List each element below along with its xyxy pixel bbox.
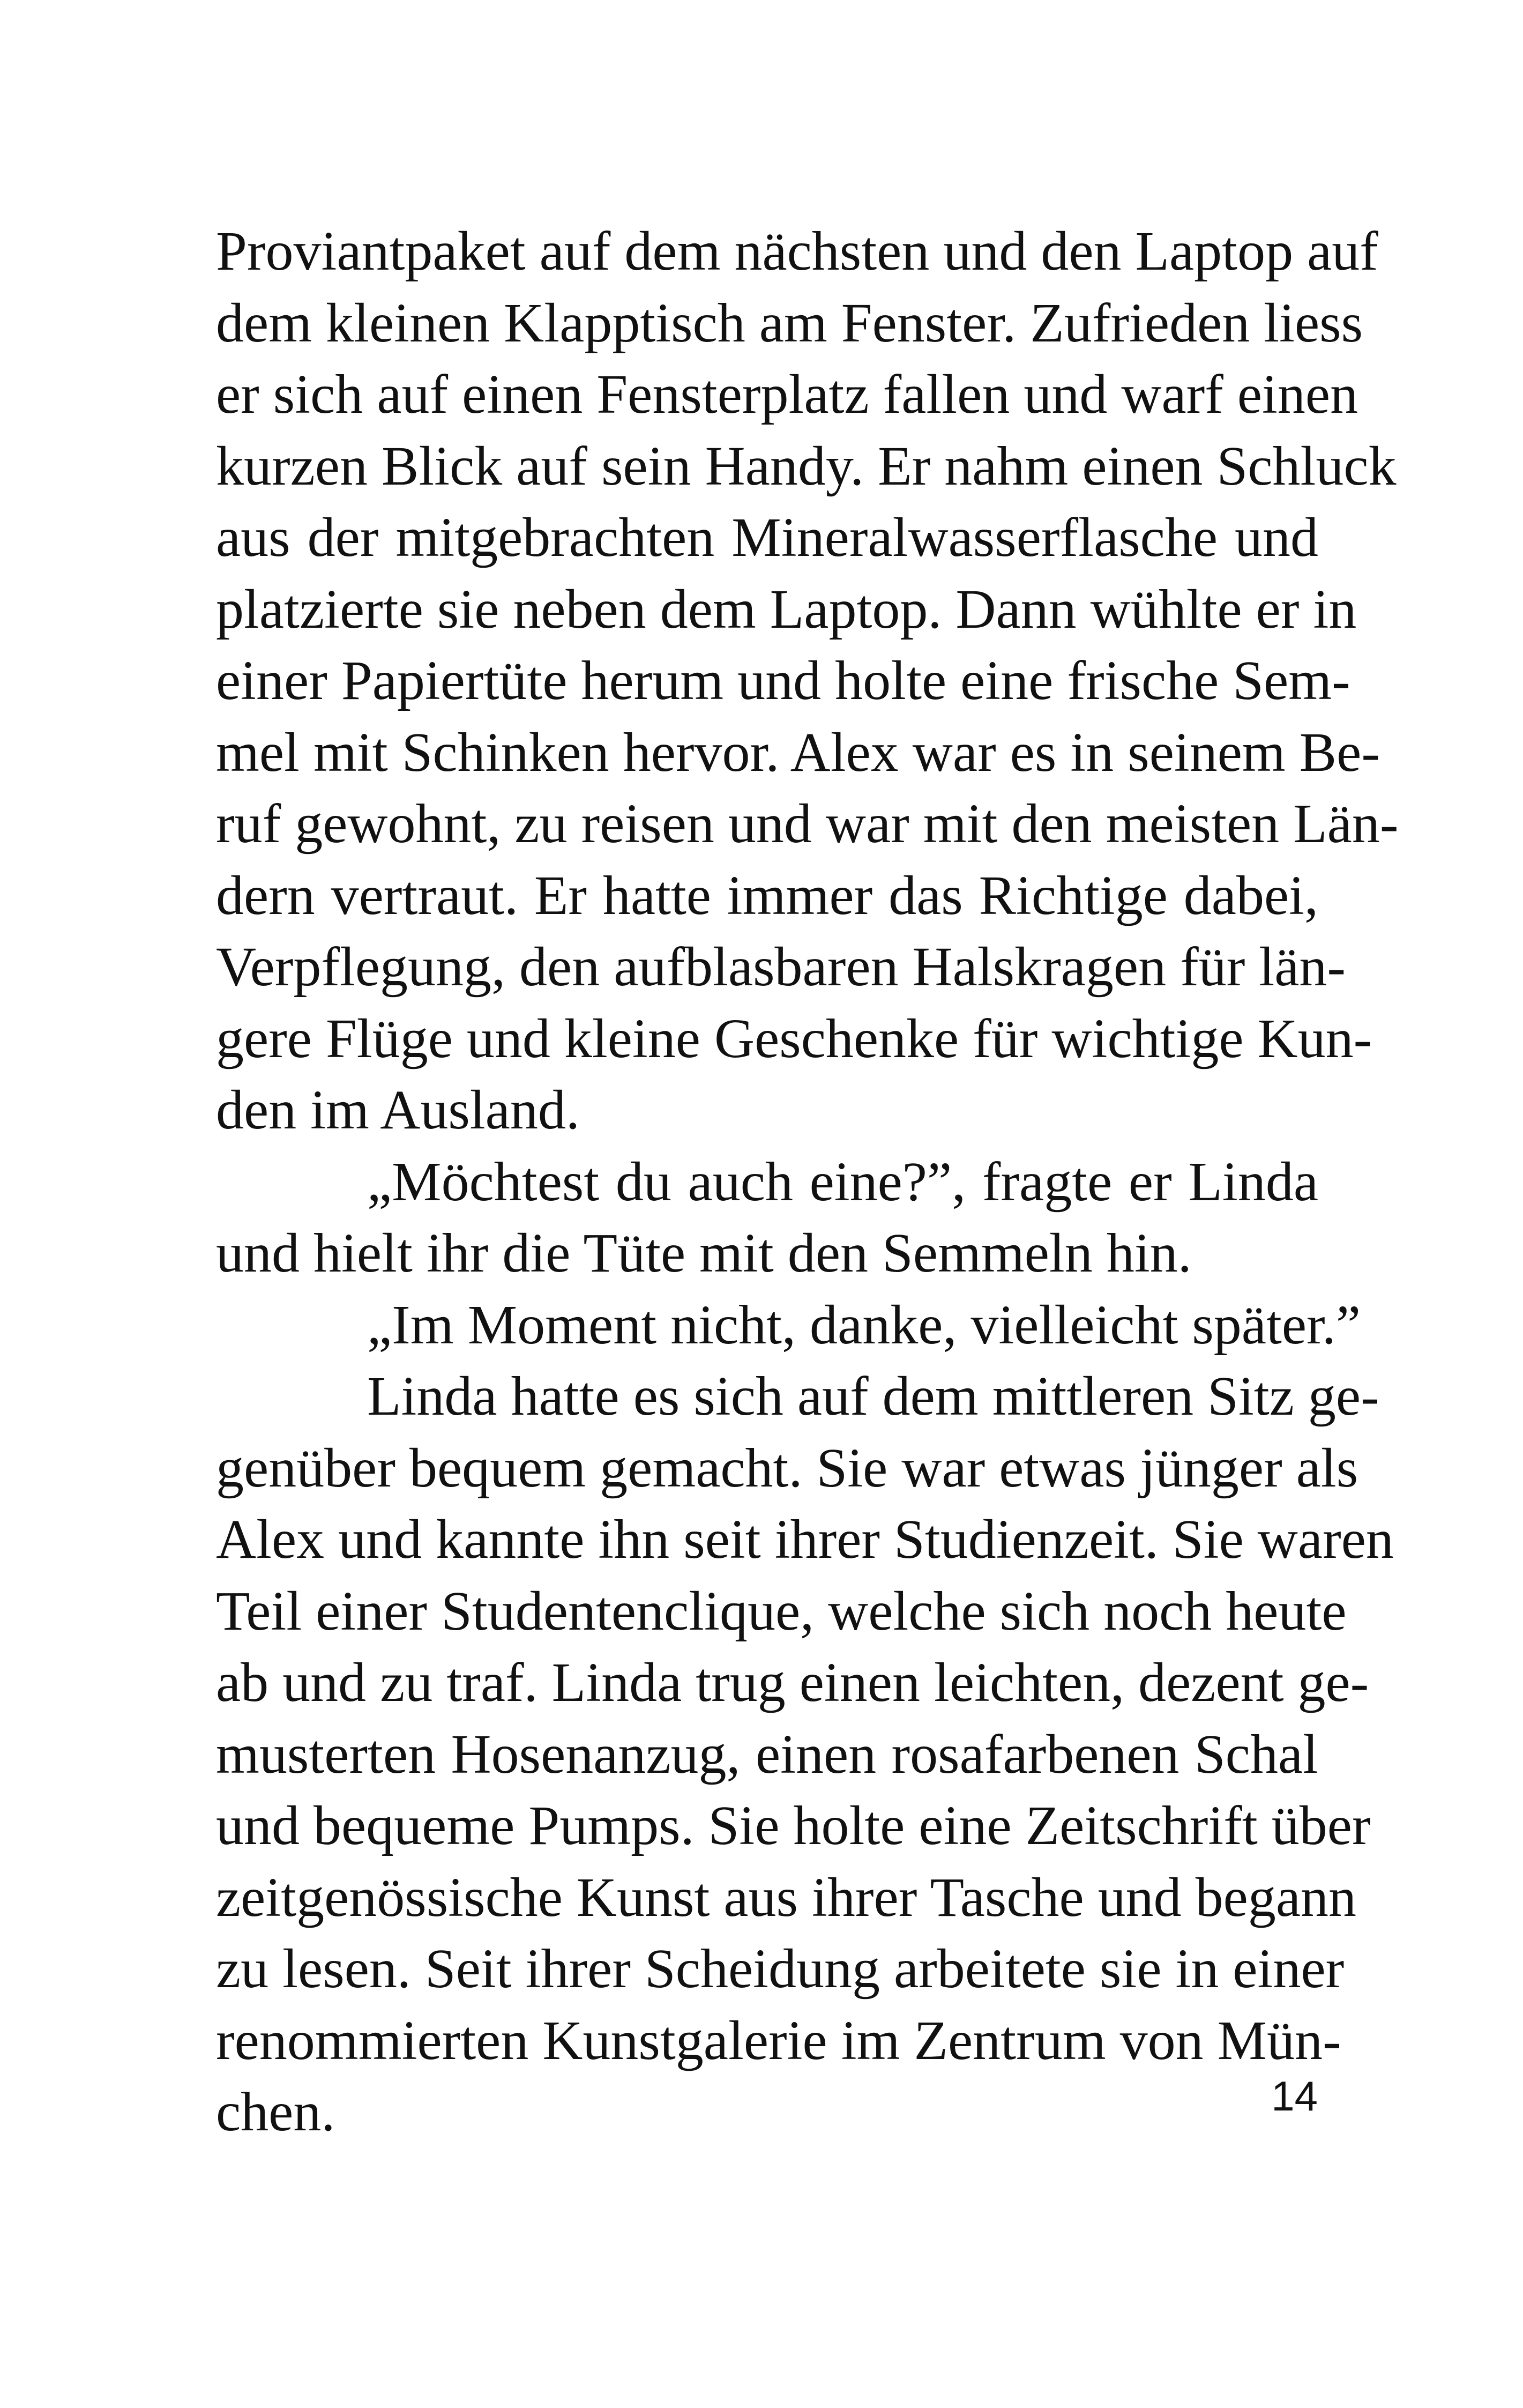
text-line: „Im Moment nicht, danke, vielleicht später.”	[367, 1294, 1361, 1356]
text-line: zu lesen. Seit ihrer Scheidung arbeitete sie in einer	[216, 1938, 1345, 2000]
text-line: Alex und kannte ihn seit ihrer Studienzeit. Sie waren	[216, 1508, 1394, 1570]
text-line: musterten Hosenanzug, einen rosafarbenen Schal	[216, 1723, 1318, 1785]
page-number: 14	[1271, 2072, 1318, 2120]
text-line: „Möchtest du auch eine?”, fragte er Linda	[367, 1150, 1318, 1213]
text-line: dem kleinen Klapptisch am Fenster. Zufrieden liess	[216, 292, 1363, 354]
text-line: kurzen Blick auf sein Handy. Er nahm einen Schluck	[216, 435, 1397, 497]
text-line: dern vertraut. Er hatte immer das Richtige dabei,	[216, 864, 1318, 926]
text-line: mel mit Schinken hervor. Alex war es in seinem Be-	[216, 721, 1380, 783]
text-line: einer Papiertüte herum und holte eine frische Sem-	[216, 650, 1350, 711]
text-line: und hielt ihr die Tüte mit den Semmeln hin.	[216, 1222, 1192, 1284]
text-line: aus der mitgebrachten Mineralwasserflasche und	[216, 507, 1318, 568]
text-line: den im Ausland.	[216, 1079, 580, 1141]
body-text	[216, 215, 1399, 2148]
text-line: ab und zu traf. Linda trug einen leichten, dezent ge-	[216, 1652, 1369, 1713]
text-line: genüber bequem gemacht. Sie war etwas jünger als	[216, 1437, 1358, 1499]
text-line: renommierten Kunstgalerie im Zentrum von Mün-	[216, 2009, 1341, 2071]
text-line: ruf gewohnt, zu reisen und war mit den meisten Län-	[216, 793, 1399, 854]
text-line: Linda hatte es sich auf dem mittleren Sitz ge-	[367, 1365, 1379, 1427]
text-line: platzierte sie neben dem Laptop. Dann wühlte er in	[216, 578, 1357, 640]
text-line: zeitgenössische Kunst aus ihrer Tasche und begann	[216, 1866, 1356, 1928]
text-line: und bequeme Pumps. Sie holte eine Zeitschrift über	[216, 1795, 1371, 1856]
text-line: Teil einer Studentenclique, welche sich noch heute	[216, 1580, 1347, 1642]
text-line: er sich auf einen Fensterplatz fallen und warf einen	[216, 363, 1358, 425]
text-line: Proviantpaket auf dem nächsten und den Laptop auf	[216, 220, 1378, 282]
text-line: chen.	[216, 2081, 335, 2143]
text-line: gere Flüge und kleine Geschenke für wichtige Kun-	[216, 1007, 1372, 1069]
text-line: Verpflegung, den aufblasbaren Halskragen für län-	[216, 936, 1346, 998]
